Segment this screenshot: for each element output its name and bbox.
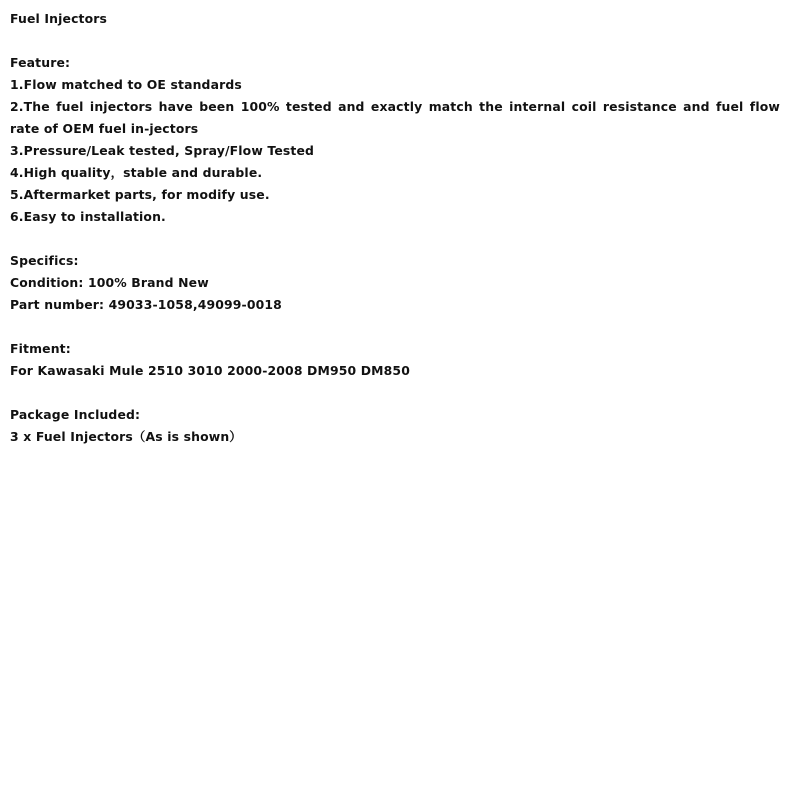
spacer — [10, 316, 780, 338]
feature-heading: Feature: — [10, 55, 71, 70]
feature-item-4: 4.High quality，stable and durable. — [10, 165, 263, 180]
feature-item-6: 6.Easy to installation. — [10, 209, 166, 224]
spacer — [10, 382, 780, 404]
package-heading: Package Included: — [10, 407, 141, 422]
feature-item-2: 2.The fuel injectors have been 100% tested and exactly match the internal coil resistance and fuel flow rate of OEM fuel in-jectors — [10, 99, 780, 136]
fitment-heading: Fitment: — [10, 341, 71, 356]
part-number-text: Part number: 49033-1058,49099-0018 — [10, 297, 282, 312]
condition-text: Condition: 100% Brand New — [10, 275, 209, 290]
package-text: 3 x Fuel Injectors（As is shown） — [10, 429, 242, 444]
feature-item-5: 5.Aftermarket parts, for modify use. — [10, 187, 270, 202]
feature-item-1: 1.Flow matched to OE standards — [10, 77, 242, 92]
spacer — [10, 30, 780, 52]
feature-item-3: 3.Pressure/Leak tested, Spray/Flow Tested — [10, 143, 315, 158]
fitment-text: For Kawasaki Mule 2510 3010 2000-2008 DM950 DM850 — [10, 363, 410, 378]
specifics-heading: Specifics: — [10, 253, 79, 268]
product-description — [10, 8, 780, 448]
spacer — [10, 228, 780, 250]
page-title: Fuel Injectors — [10, 11, 108, 26]
